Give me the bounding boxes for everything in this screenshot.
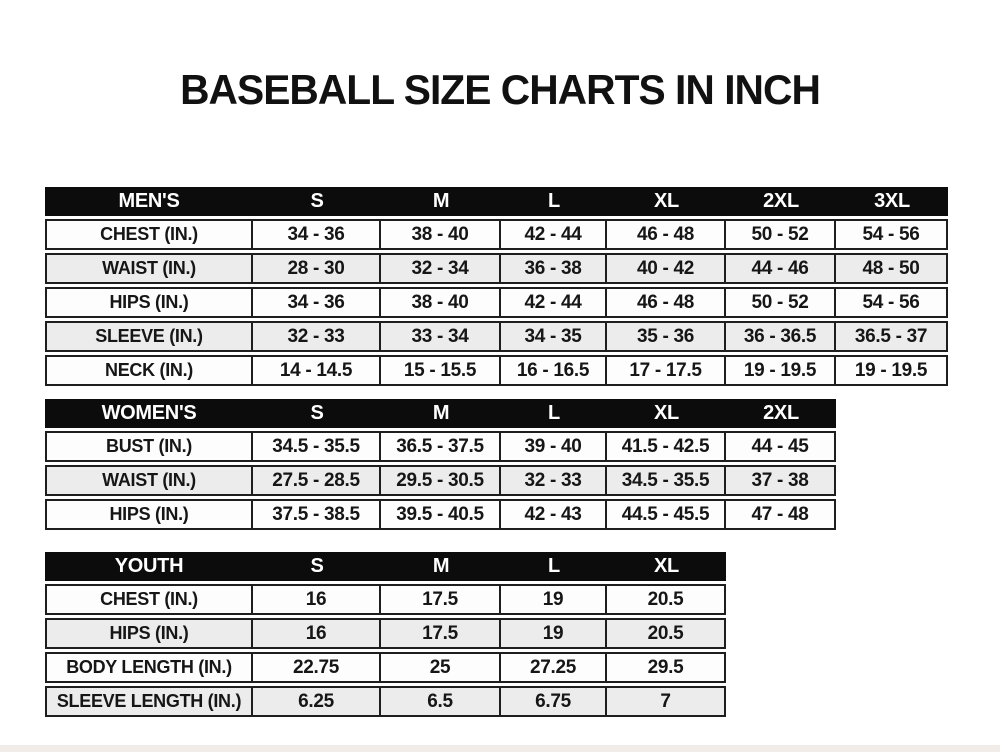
table-row [45,618,726,649]
size-value-cell: 47 - 48 [726,499,836,530]
mens-size-table [45,184,948,389]
size-value-cell: 38 - 40 [381,287,501,318]
table-row [45,465,836,496]
size-value-cell: 33 - 34 [381,321,501,352]
measurement-row-label: HIPS (IN.) [45,618,253,649]
size-value-cell: 17.5 [381,584,501,615]
size-value-cell: 40 - 42 [607,253,726,284]
measurement-row-label: HIPS (IN.) [45,499,253,530]
table-group-title: WOMEN'S [45,399,253,428]
size-value-cell: 6.5 [381,686,501,717]
size-column-header: XL [607,552,726,581]
size-value-cell: 19 [501,618,607,649]
size-column-header: S [253,187,381,216]
measurement-row-label: WAIST (IN.) [45,465,253,496]
size-value-cell: 16 [253,618,381,649]
size-value-cell: 7 [607,686,726,717]
size-column-header: 2XL [726,399,836,428]
size-value-cell: 20.5 [607,618,726,649]
table-row [45,355,948,386]
measurement-row-label: CHEST (IN.) [45,584,253,615]
size-value-cell: 35 - 36 [607,321,726,352]
size-column-header: XL [607,187,726,216]
table-row [45,321,948,352]
table-row [45,584,726,615]
size-column-header: M [381,399,501,428]
size-value-cell: 34 - 36 [253,219,381,250]
header-row [45,187,948,216]
measurement-row-label: SLEEVE (IN.) [45,321,253,352]
size-value-cell: 46 - 48 [607,287,726,318]
size-column-header: L [501,552,607,581]
size-value-cell: 50 - 52 [726,219,836,250]
table-row [45,287,948,318]
size-value-cell: 27.25 [501,652,607,683]
size-value-cell: 29.5 - 30.5 [381,465,501,496]
size-column-header: L [501,399,607,428]
size-value-cell: 16 - 16.5 [501,355,607,386]
size-column-header: L [501,187,607,216]
size-value-cell: 36 - 38 [501,253,607,284]
size-value-cell: 39.5 - 40.5 [381,499,501,530]
measurement-row-label: BUST (IN.) [45,431,253,462]
table-group-title: MEN'S [45,187,253,216]
table-row [45,219,948,250]
size-column-header: M [381,187,501,216]
size-value-cell: 54 - 56 [836,287,948,318]
size-value-cell: 20.5 [607,584,726,615]
size-value-cell: 34.5 - 35.5 [253,431,381,462]
size-value-cell: 32 - 34 [381,253,501,284]
size-value-cell: 37 - 38 [726,465,836,496]
size-value-cell: 44.5 - 45.5 [607,499,726,530]
size-value-cell: 38 - 40 [381,219,501,250]
size-value-cell: 19 - 19.5 [726,355,836,386]
size-value-cell: 42 - 44 [501,219,607,250]
size-value-cell: 34 - 36 [253,287,381,318]
size-value-cell: 16 [253,584,381,615]
size-value-cell: 37.5 - 38.5 [253,499,381,530]
size-column-header: 3XL [836,187,948,216]
size-column-header: S [253,552,381,581]
table-row [45,499,836,530]
size-value-cell: 44 - 45 [726,431,836,462]
table-row [45,652,726,683]
measurement-row-label: NECK (IN.) [45,355,253,386]
size-value-cell: 46 - 48 [607,219,726,250]
size-column-header: 2XL [726,187,836,216]
womens-size-table [45,396,836,533]
page-title: BASEBALL SIZE CHARTS IN INCH [180,66,820,113]
measurement-row-label: CHEST (IN.) [45,219,253,250]
measurement-row-label: BODY LENGTH (IN.) [45,652,253,683]
size-value-cell: 25 [381,652,501,683]
size-column-header: S [253,399,381,428]
table-row [45,431,836,462]
size-value-cell: 6.75 [501,686,607,717]
size-value-cell: 41.5 - 42.5 [607,431,726,462]
header-row [45,399,836,428]
size-value-cell: 14 - 14.5 [253,355,381,386]
size-value-cell: 44 - 46 [726,253,836,284]
table-row [45,686,726,717]
size-value-cell: 32 - 33 [253,321,381,352]
size-value-cell: 34.5 - 35.5 [607,465,726,496]
size-value-cell: 39 - 40 [501,431,607,462]
size-value-cell: 36.5 - 37 [836,321,948,352]
table-row [45,253,948,284]
size-value-cell: 32 - 33 [501,465,607,496]
header-row [45,552,726,581]
size-value-cell: 19 [501,584,607,615]
size-value-cell: 50 - 52 [726,287,836,318]
size-value-cell: 28 - 30 [253,253,381,284]
size-value-cell: 42 - 44 [501,287,607,318]
measurement-row-label: HIPS (IN.) [45,287,253,318]
size-value-cell: 36 - 36.5 [726,321,836,352]
size-value-cell: 34 - 35 [501,321,607,352]
size-value-cell: 6.25 [253,686,381,717]
size-value-cell: 22.75 [253,652,381,683]
size-value-cell: 17 - 17.5 [607,355,726,386]
size-value-cell: 54 - 56 [836,219,948,250]
size-value-cell: 48 - 50 [836,253,948,284]
measurement-row-label: WAIST (IN.) [45,253,253,284]
page-bottom-edge [0,745,1000,752]
size-column-header: M [381,552,501,581]
size-value-cell: 27.5 - 28.5 [253,465,381,496]
size-value-cell: 42 - 43 [501,499,607,530]
size-value-cell: 19 - 19.5 [836,355,948,386]
size-value-cell: 17.5 [381,618,501,649]
measurement-row-label: SLEEVE LENGTH (IN.) [45,686,253,717]
size-column-header: XL [607,399,726,428]
size-value-cell: 29.5 [607,652,726,683]
size-value-cell: 36.5 - 37.5 [381,431,501,462]
youth-size-table [45,549,726,720]
table-group-title: YOUTH [45,552,253,581]
size-value-cell: 15 - 15.5 [381,355,501,386]
